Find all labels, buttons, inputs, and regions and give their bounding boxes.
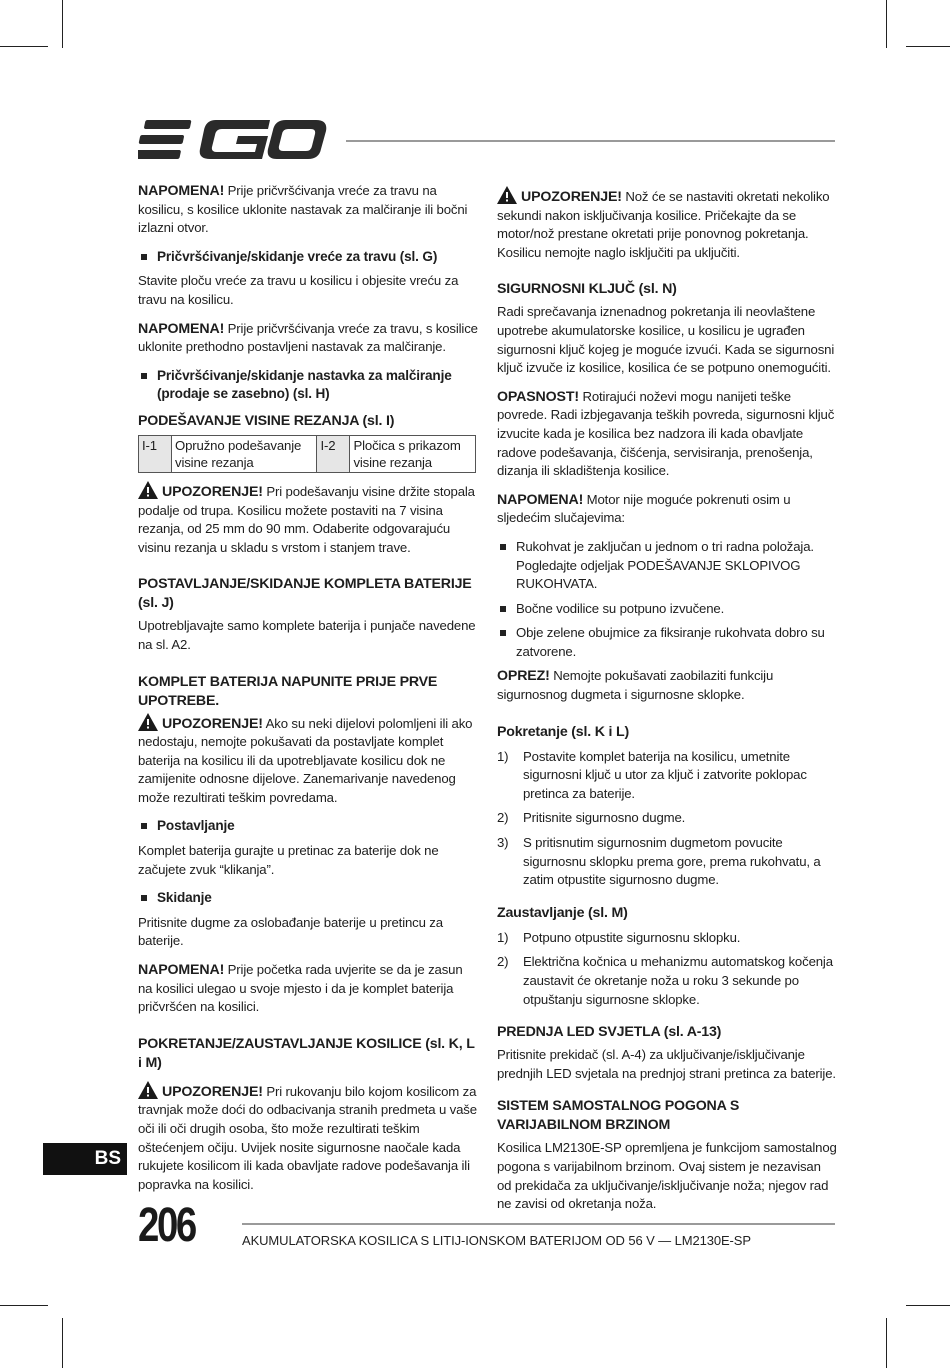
list-item: 2) Električna kočnica u mehanizmu automatskog kočenja zaustavit će okretanje noža u roku 3 sekunde po otpuštanju sigurnosne sklopke. — [497, 954, 833, 1007]
language-tab: BS — [43, 1143, 127, 1175]
ego-logo — [138, 118, 328, 162]
para-install: Komplet baterija gurajte u pretinac za baterije dok ne začujete zvuk “klikanja”. — [138, 843, 439, 877]
list-item: 3) S pritisnutim sigurnosnim dugmetom povucite sigurnosnu sklopku prema gore, prema rukohvatu, a zatim otpustite sigurnosno dugme. — [497, 835, 821, 888]
warning-eyes: UPOZORENJE! Pri rukovanju bilo kojom kosilicom za travnjak može doći do odbacivanja stranih predmeta u vaše oči ili oči drugih osoba, što može rezultirati teškim oštećenjem očiju. Uvijek nosite sigurnosne naočale kada rukujete kosilicom ili kada obavljate radove podešavanja ili popravka na kosilici. — [138, 1081, 478, 1195]
para-led: Pritisnite prekidač (sl. A-4) za uključivanje/isključivanje prednjih LED svjetala na prednjoj strani pretinca za baterije. — [497, 1047, 836, 1081]
warning-blade-spin: UPOZORENJE! Nož će se nastaviti okretati nekoliko sekundi nakon isključivanja kosilice. Pričekajte da se motor/nož prestane okretati prije ponovnog pokretanja. Kosilicu nemojte naglo isključiti pa uključiti. — [497, 186, 837, 262]
caution-bypass: OPREZ! Nemojte pokušavati zaobilaziti funkciju sigurnosnog dugmeta i sigurnosne sklopke. — [497, 668, 774, 703]
warning-icon — [497, 186, 517, 204]
bullet-grass-bag: Pričvršćivanje/skidanje vreće za travu (sl. G) — [138, 248, 478, 267]
para-grass-bag: Stavite ploču vreće za travu u kosilicu i objesite vreću za travu na kosilicu. — [138, 273, 459, 307]
warning-broken-parts: UPOZORENJE! Ako su neki dijelovi polomljeni ili ako nedostaju, nemojte pokušavati da postavljate komplet baterija na kosilicu ili da upotrebljavate kosilicu dok ne zamijenite odnosne dijelove. Zanemarivanje navedenog može rezultirati teškim povredama. — [138, 713, 478, 808]
para-battery-packs: Upotrebljavajte samo komplete baterija i punjače navedene na sl. A2. — [138, 618, 476, 652]
para-safety-key: Radi sprečavanja iznenadnog pokretanja ili neovlaštene upotrebe akumulatorske kosilice, u kosilicu je ugrađen sigurnosni ključ kojeg je moguće izvući. Kada se sigurnosni ključ izvuče iz kosilice, kosilica će se potpuno onemogućiti. — [497, 304, 835, 376]
crop-mark — [906, 1305, 950, 1306]
crop-mark — [0, 1305, 48, 1306]
heading-start-stop: POKRETANJE/ZAUSTAVLJANJE KOSILICE (sl. K, L i M) — [138, 1035, 475, 1071]
bullet-mulch: Pričvršćivanje/skidanje nastavka za malčiranje (prodaje se zasebno) (sl. H) — [138, 367, 478, 404]
heading-battery-install: POSTAVLJANJE/SKIDANJE KOMPLETA BATERIJE (sl. J) — [138, 576, 472, 612]
note-mulch: NAPOMENA! Prije pričvršćivanja vreće za travu, s kosilice uklonite prethodno postavljeni nastavak za malčiranje. — [138, 320, 478, 355]
warning-height: UPOZORENJE! Pri podešavanju visine držite stopala podalje od trupa. Kosilicu možete postaviti na 7 visina rezanja, od 25 mm do 90 mm. Odaberite odgovarajuću visinu rezanja u skladu s vrstom i stanjem trave. — [138, 481, 478, 557]
heading-starting: Pokretanje (sl. K i L) — [497, 723, 629, 740]
part-name: Opružno podešavanje visine rezanja — [172, 435, 317, 472]
list-item: 2) Pritisnite sigurnosno dugme. — [497, 810, 686, 826]
warning-icon — [138, 713, 158, 731]
bullet-install: Postavljanje — [138, 817, 478, 836]
warning-icon — [138, 1081, 158, 1099]
para-remove: Pritisnite dugme za oslobađanje baterije u pretincu za baterije. — [138, 914, 443, 949]
list-item: 1) Potpuno otpustite sigurnosnu sklopku. — [497, 929, 741, 945]
heading-cutting-height: PODEŠAVANJE VISINE REZANJA (sl. I) — [138, 412, 395, 429]
part-name: Pločica s prikazom visine rezanja — [350, 435, 476, 472]
page-number: 206 — [138, 1199, 195, 1252]
crop-mark — [62, 0, 63, 48]
right-column — [497, 186, 837, 1224]
left-column — [138, 182, 478, 1204]
note-motor: NAPOMENA! Motor nije moguće pokrenuti osim u sljedećim slučajevima: — [497, 491, 791, 526]
para-self-propel: Kosilica LM2130E-SP opremljena je funkcijom samostalnog pogona s varijabilnom brzinom. Ovaj sistem je nezavisan od prekidača za uključivanje/isključivanje noža; njegov rad ne zavisi od okretanja noža. — [497, 1140, 837, 1212]
crop-mark — [62, 1318, 63, 1368]
list-item: Rukohvat je zaključan u jednom o tri radna položaja. Pogledajte odjeljak PODEŠAVANJE SKLOPIVOG RUKOHVATA. — [497, 538, 837, 594]
header-rule — [346, 140, 835, 142]
list-item: Bočne vodilice su potpuno izvučene. — [497, 600, 837, 619]
heading-self-propel: SISTEM SAMOSTALNOG POGONA S VARIJABILNOM BRZINOM — [497, 1098, 740, 1134]
danger-blades: OPASNOST! Rotirajući noževi mogu nanijeti teške povrede. Radi izbjegavanja teških povreda, sigurnosni ključ izvucite kada je kosilica bez nadzora ili kada obavljate radove podešavanja, čišćenja, servisiranja, prenošenja, dizanja ili skladištenja kosilice. — [497, 388, 835, 479]
crop-mark — [0, 46, 48, 47]
part-id: I-1 — [139, 435, 172, 472]
crop-mark — [886, 0, 887, 48]
heading-charge-first: KOMPLET BATERIJA NAPUNITE PRIJE PRVE UPOTREBE. — [138, 673, 438, 709]
part-id: I-2 — [317, 435, 350, 472]
note-grass-bag: NAPOMENA! Prije pričvršćivanja vreće za travu na kosilicu, s kosilice uklonite nastavak za malčiranje ili bočni izlazni otvor. — [138, 183, 468, 236]
heading-safety-key: SIGURNOSNI KLJUČ (sl. N) — [497, 281, 677, 298]
heading-led: PREDNJA LED SVJETLA (sl. A-13) — [497, 1024, 722, 1041]
heading-stopping: Zaustavljanje (sl. M) — [497, 904, 628, 921]
note-latch: NAPOMENA! Prije početka rada uvjerite se da je zasun na kosilici ulegao u svoje mjesto i da je komplet baterija pričvršćen na kosilici. — [138, 962, 463, 1015]
list-item: 1) Postavite komplet baterija na kosilicu, umetnite sigurnosni ključ u utor za ključ i zatvorite poklopac pretinca za baterije. — [497, 748, 807, 801]
footer-rule — [242, 1223, 835, 1225]
crop-mark — [906, 46, 950, 47]
warning-icon — [138, 481, 158, 499]
list-item: Obje zelene obujmice za fiksiranje rukohvata dobro su zatvorene. — [497, 624, 837, 661]
parts-table — [138, 435, 476, 473]
crop-mark — [886, 1318, 887, 1368]
bullet-remove: Skidanje — [138, 889, 478, 908]
footer-text: AKUMULATORSKA KOSILICA S LITIJ-IONSKOM BATERIJOM OD 56 V — LM2130E-SP — [242, 1233, 751, 1248]
